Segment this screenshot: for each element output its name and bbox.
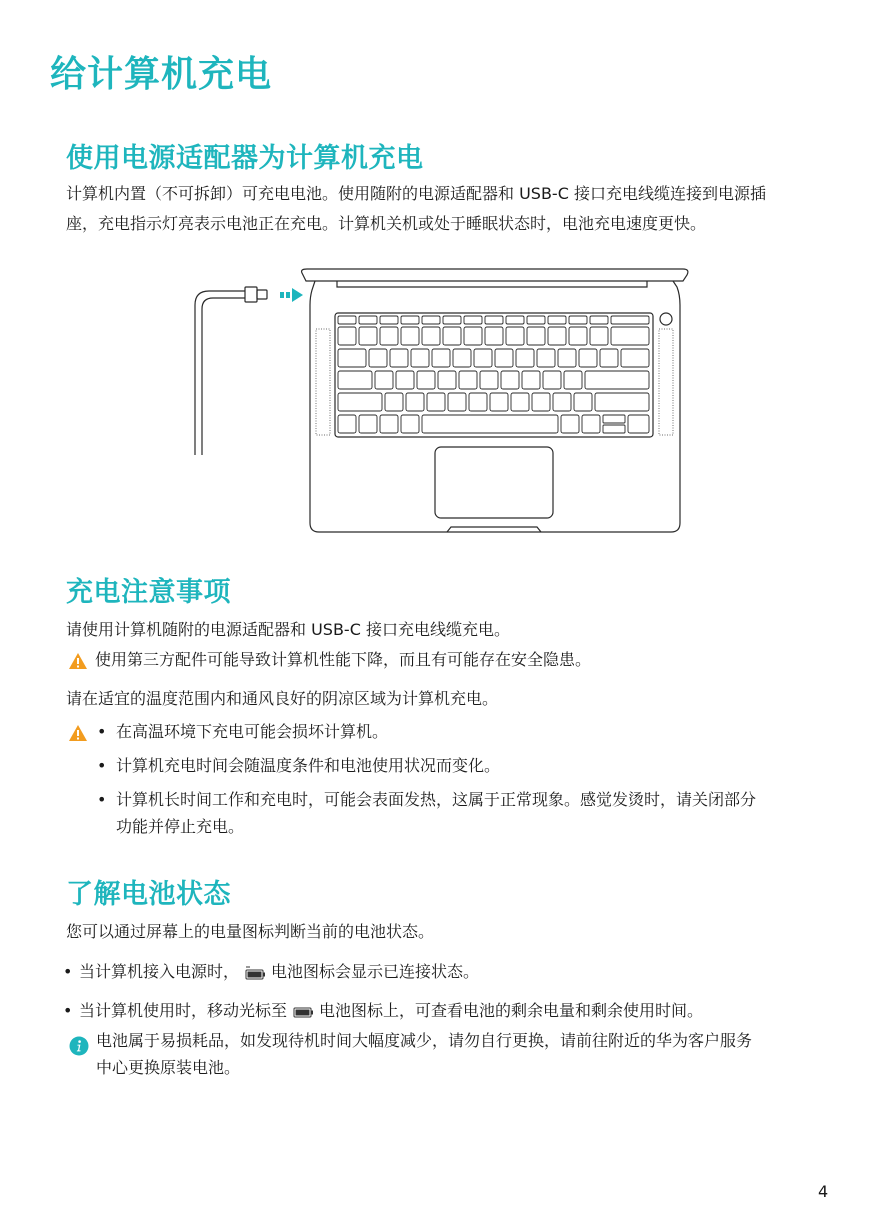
page-number: 4: [818, 1182, 829, 1201]
list-item: • 计算机长时间工作和充电时，可能会表面发热，这属于正常现象。感觉发烫时，请关闭部分: [116, 785, 822, 815]
section-heading-adapter: 使用电源适配器为计算机充电: [66, 143, 424, 174]
section3-para1: 您可以通过屏幕上的电量图标判断当前的电池状态。: [66, 922, 435, 941]
section1-text-line2: 座，充电指示灯亮表示电池正在充电。计算机关机或处于睡眠状态时，电池充电速度更快。: [66, 214, 707, 233]
info-icon: [69, 1036, 89, 1056]
list-item-continuation: 功能并停止充电。: [116, 817, 245, 836]
list-item: [79, 957, 819, 987]
list-item: • 在高温环境下充电可能会损坏计算机。: [116, 717, 822, 747]
bullet1-text-before: 当计算机接入电源时，: [79, 962, 240, 981]
section-heading-battery-status: 了解电池状态: [66, 879, 231, 910]
note-line2: 中心更换原装电池。: [96, 1058, 241, 1077]
page-title: 给计算机充电: [50, 54, 273, 95]
laptop-charging-illustration: [185, 265, 690, 540]
warning-icon: [68, 652, 88, 670]
bullet1-text-after: 电池图标会显示已连接状态。: [271, 962, 480, 981]
note-line1: 电池属于易损耗品，如发现待机时间大幅度减少，请勿自行更换，请前往附近的华为客户服务: [96, 1031, 753, 1050]
section-heading-charging-notes: 充电注意事项: [66, 577, 231, 608]
warning-icon: [68, 724, 88, 742]
bullet2-text-after: 电池图标上，可查看电池的剩余电量和剩余使用时间。: [319, 1001, 704, 1020]
list-item: • 计算机充电时间会随温度条件和电池使用状况而变化。: [116, 751, 822, 781]
battery-charging-icon: [244, 965, 266, 981]
keyboard-keys: [338, 316, 649, 433]
section2-warning1: 使用第三方配件可能导致计算机性能下降，而且有可能存在安全隐患。: [95, 650, 592, 669]
battery-icon: [292, 1004, 314, 1020]
section2-para1: 请使用计算机随附的电源适配器和 USB-C 接口充电线缆充电。: [66, 620, 510, 639]
bullet2-text-before: 当计算机使用时，移动光标至: [79, 1001, 288, 1020]
list-item: [79, 996, 819, 1026]
section2-para2: 请在适宜的温度范围内和通风良好的阴凉区域为计算机充电。: [66, 689, 499, 708]
section1-text-line1: 计算机内置（不可拆卸）可充电电池。使用随附的电源适配器和 USB-C 接口充电线缆连接到电源插: [66, 184, 766, 203]
